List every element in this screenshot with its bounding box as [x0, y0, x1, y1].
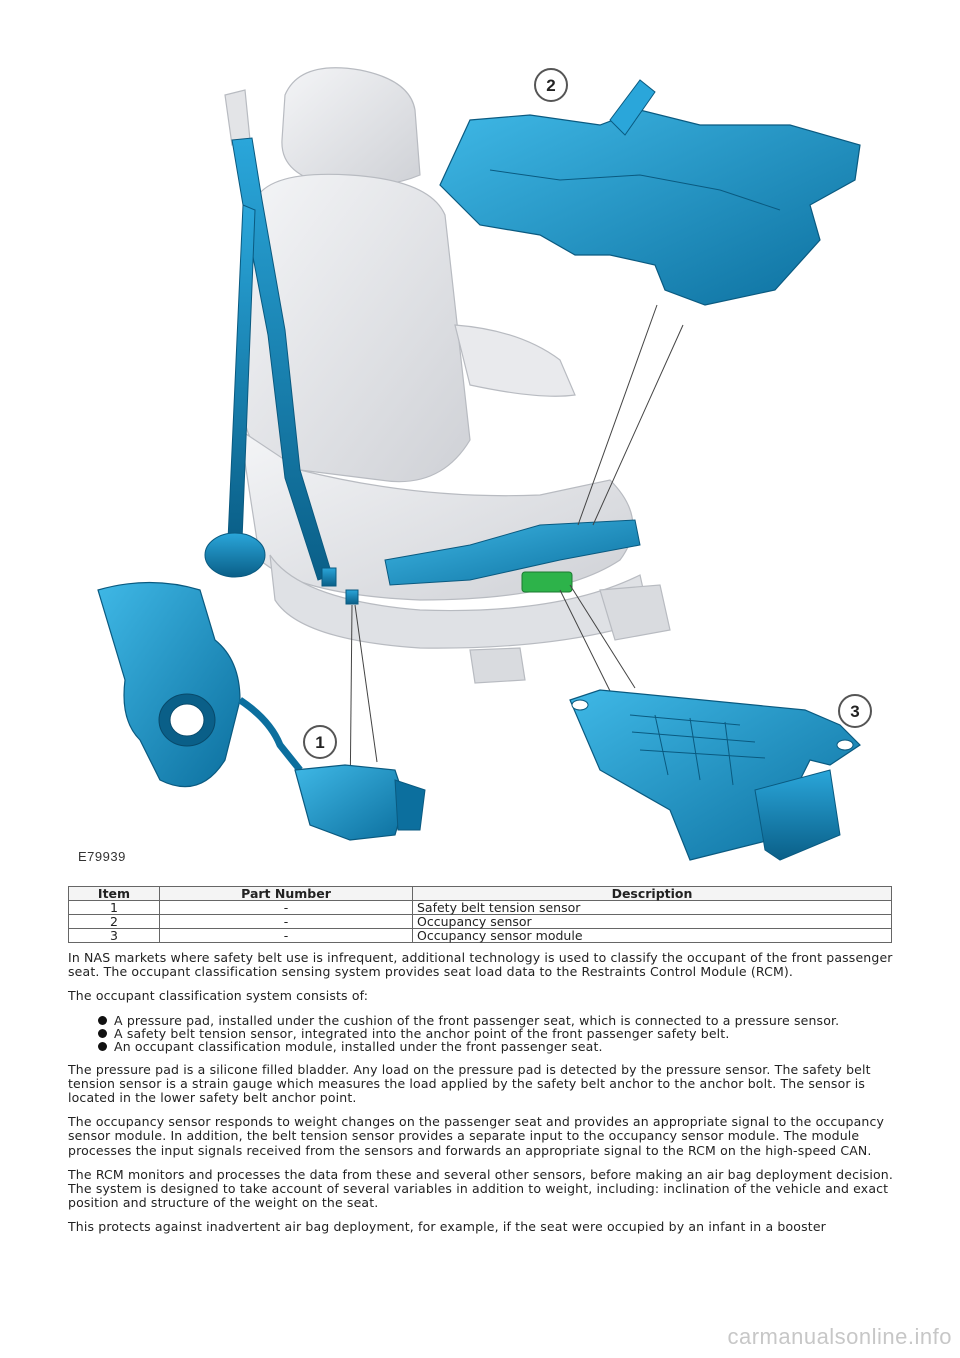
callout-2-label: 2	[546, 76, 556, 95]
paragraph: The occupancy sensor responds to weight changes on the passenger seat and provides an appropriate signal to the occupancy sensor module. In addition, the belt tension sensor provides a separate input to the occupancy sensor module. The module processes the input signals received from the sensors and forwards an appropriate signal to the RCM on the high-speed CAN.	[68, 1114, 885, 1158]
figure-id: E79939	[78, 849, 126, 864]
header-item: Item	[69, 887, 160, 901]
cell-description: Occupancy sensor module	[413, 929, 892, 943]
cell-part-number: -	[160, 915, 413, 929]
cell-part-number: -	[160, 929, 413, 943]
paragraph: The RCM monitors and processes the data from these and several other sensors, before making an air bag deployment decision. The system is designed to take account of several variables in addition to weight, including: inclination of the vehicle and exact position and structure of the weight on the seat.	[68, 1166, 893, 1211]
cell-description: Safety belt tension sensor	[413, 901, 892, 915]
table-header-row	[69, 887, 892, 901]
table-row	[69, 901, 892, 915]
header-description: Description	[413, 887, 892, 901]
callout-3	[839, 695, 871, 727]
cell-part-number: -	[160, 901, 413, 915]
paragraph: This protects against inadvertent air bag deployment, for example, if the seat were occupied by an infant in a booster	[68, 1219, 826, 1235]
list-item: A pressure pad, installed under the cushion of the front passenger seat, which is connected to a pressure sensor.	[114, 1014, 894, 1027]
list-item: An occupant classification module, installed under the front passenger seat.	[114, 1040, 894, 1053]
cell-description: Occupancy sensor	[413, 915, 892, 929]
callout-3-label: 3	[850, 702, 860, 721]
cell-item: 2	[69, 915, 160, 929]
body-text	[68, 951, 894, 1245]
paragraph: The pressure pad is a silicone filled bladder. Any load on the pressure pad is detected by the pressure sensor. The safety belt tension sensor is a strain gauge which measures the load applied by the safety belt anchor to the anchor bolt. The sensor is located in the lower safety belt anchor point.	[68, 1061, 871, 1106]
table-row	[69, 915, 892, 929]
paragraph: The occupant classification system consists of:	[68, 988, 369, 1004]
occupancy-sensor-pad	[440, 80, 860, 305]
paragraph: In NAS markets where safety belt use is infrequent, additional technology is used to classify the occupant of the front passenger seat. The occupant classification sensing system provides seat load data to the Restraints Control Module (RCM).	[68, 950, 893, 980]
cell-item: 3	[69, 929, 160, 943]
table-row	[69, 929, 892, 943]
callout-1	[304, 726, 336, 758]
cell-item: 1	[69, 901, 160, 915]
callout-1-label: 1	[315, 733, 325, 752]
watermark: carmanualsonline.info	[727, 1324, 952, 1349]
callout-2	[535, 69, 567, 101]
bullet-list	[68, 1014, 894, 1053]
parts-table	[68, 886, 892, 943]
header-part-number: Part Number	[160, 887, 413, 901]
occupancy-sensor-module	[570, 690, 860, 860]
list-item: A safety belt tension sensor, integrated into the anchor point of the front passenger safety belt.	[114, 1027, 894, 1040]
